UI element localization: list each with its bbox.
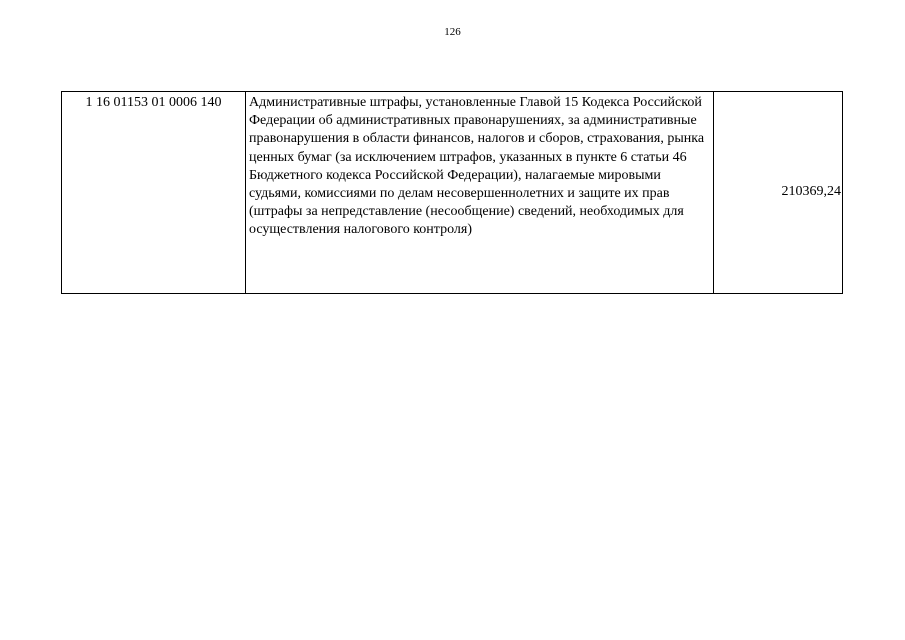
amount-value: 210369,24 bbox=[714, 92, 843, 294]
income-description: Административные штрафы, установленные Главой 15 Кодекса Российской Федерации об административных правонарушениях, за административные правонарушения в области финансов, налогов и сборов, страхования, рынка ценных бумаг (за исключением штрафов, указанных в пункте 6 статьи 46 Бюджетного кодекса Российской Федерации), налагаемые мировыми судьями, комиссиями по делам несовершеннолетних и защите их прав (штрафы за непредставление (несообщение) сведений, необходимых для осуществления налогового контроля) bbox=[246, 92, 714, 294]
budget-classification-code: 1 16 01153 01 0006 140 bbox=[62, 92, 246, 294]
table-row bbox=[62, 92, 843, 294]
budget-table bbox=[61, 91, 843, 294]
page-number: 126 bbox=[444, 26, 461, 38]
